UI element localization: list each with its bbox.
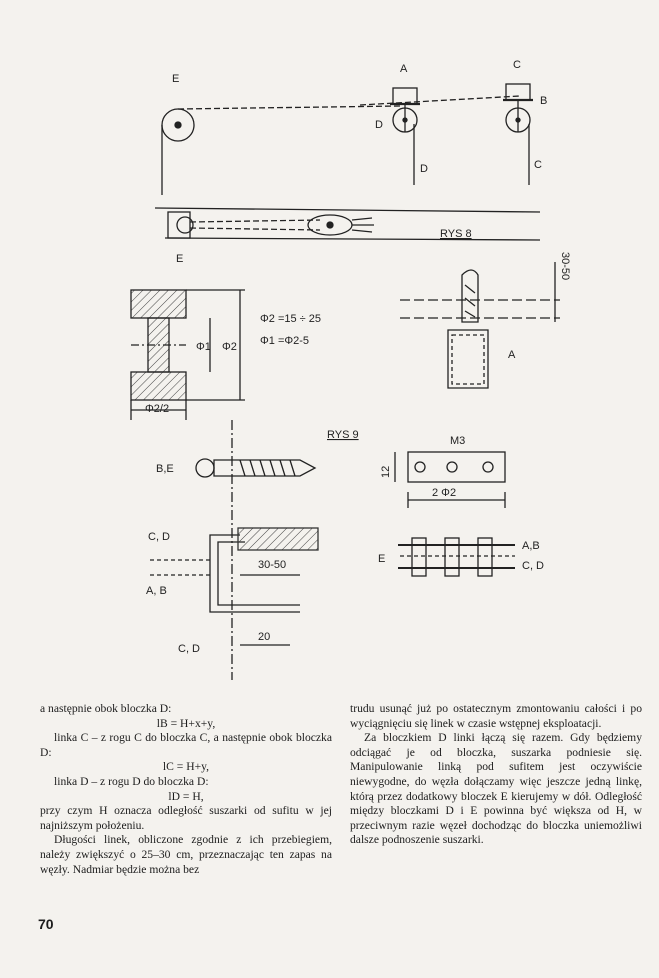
paragraph: przy czym H oznacza odległość suszarki od sufitu w jej najniższym położeniu.: [40, 804, 332, 832]
label-dim-30-50-horizontal: 30-50: [258, 559, 287, 571]
text-column-right: [350, 702, 642, 848]
label-a-b-side: A,B: [522, 540, 540, 552]
label-rys9: RYS 9: [327, 429, 359, 441]
pulley-cross-section: [131, 290, 245, 420]
label-dim-30-50-vertical: 30-50: [559, 252, 571, 281]
label-m3: M3: [450, 435, 466, 447]
label-formula-1: Φ2 =15 ÷ 25: [260, 313, 321, 325]
side-assembly-detail: [398, 538, 515, 576]
label-dim-12: 12: [380, 465, 392, 478]
label-e-side: E: [378, 553, 386, 565]
label-formula-2: Φ1 =Φ2-5: [260, 335, 310, 347]
label-c-d-2: C, D: [178, 643, 200, 655]
equation-lb: lB = H+x+y,: [156, 716, 216, 730]
label-dim-2phi2: 2 Φ2: [432, 487, 457, 499]
label-a-top: A: [400, 63, 408, 75]
label-phi1: Φ1: [196, 341, 211, 353]
paragraph: trudu usunąć już po ostatecznym zmontowaniu całości i po wyciągnięciu się linek w czasie wstępnej eksploatacji.: [350, 702, 642, 730]
label-c-low: C: [534, 159, 542, 171]
equation-ld: lD = H,: [168, 789, 204, 803]
u-bracket-detail: [150, 528, 318, 645]
label-a-b-1: A, B: [146, 585, 167, 597]
label-d-low: D: [420, 163, 428, 175]
pulley-system-plan-view: [155, 208, 540, 240]
label-e-plan: E: [176, 253, 184, 265]
pulley-system-front-view: [162, 84, 533, 195]
label-c-d-1: C, D: [148, 531, 170, 543]
equation-lc: lC = H+y,: [162, 760, 210, 774]
paragraph: linka D – z rogu D do bloczka D:: [54, 774, 209, 788]
page-number: 70: [38, 916, 54, 932]
paragraph: Długości linek, obliczone zgodnie z ich przebiegiem, należy zwiększyć o 25–30 cm, przeznaczając ten zapas na węzły. Nadmiar będzie można bez: [40, 833, 332, 876]
label-a-hook: A: [508, 349, 516, 361]
ceiling-hook-detail: [400, 262, 560, 388]
label-phi2: Φ2: [222, 341, 237, 353]
label-d-mid: D: [375, 119, 383, 131]
paragraph: linka C – z rogu C do bloczka C, a następnie obok bloczka D:: [40, 731, 332, 759]
label-b-top: B: [540, 95, 548, 107]
paragraph: a następnie obok bloczka D:: [40, 702, 172, 715]
label-rys8: RYS 8: [440, 228, 472, 240]
text-column-left: [40, 702, 332, 877]
bracket-plate-detail: [395, 452, 505, 508]
paragraph: Za bloczkiem D linki łączą się razem. Gdy będziemy odciągać je od bloczka, suszarka podniesie się. Manipulowanie linką pod sufitem jest oczywiście niewygodne, do węzła dołączamy więc jeszcze jedną linkę, którą przez dodatkowy bloczek E kierujemy w dół. Odległość między bloczkami D i E powinna być większa od H, w przeciwnym razie węzeł dochodząc do bloczka uniemożliwi dalsze podnoszenie suszarki.: [350, 731, 642, 847]
label-e-top: E: [172, 73, 180, 85]
label-dim-20: 20: [258, 631, 271, 643]
label-b-e: B,E: [156, 463, 174, 475]
label-c-d-side: C, D: [522, 560, 544, 572]
label-phi2-half: Φ2/2: [145, 403, 170, 415]
label-c-top: C: [513, 59, 521, 71]
